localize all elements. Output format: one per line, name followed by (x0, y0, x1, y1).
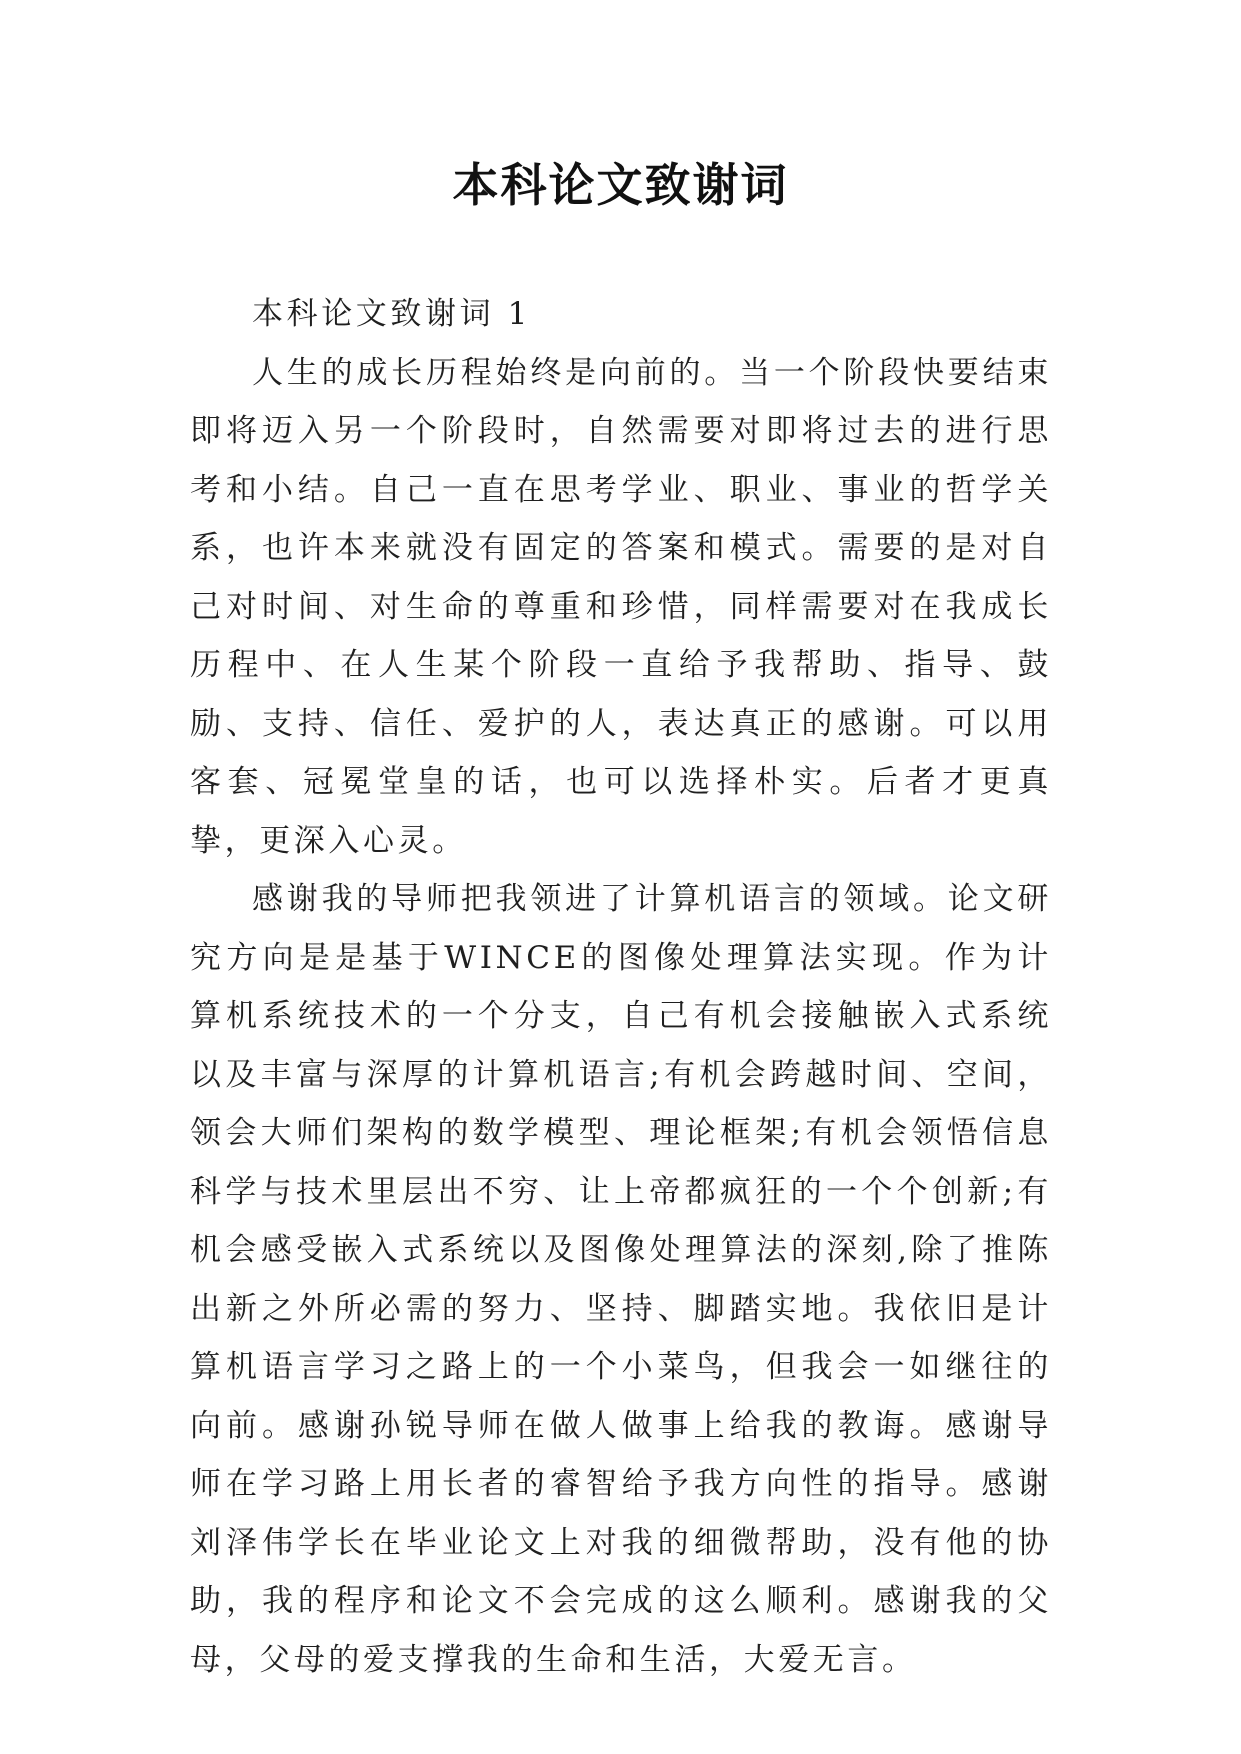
section-heading: 本科论文致谢词 1 (252, 296, 531, 332)
document-body (190, 285, 1052, 1689)
paragraph-intro: 人生的成长历程始终是向前的。当一个阶段快要结束即将迈入另一个阶段时，自然需要对即将过去的进行思考和小结。自己一直在思考学业、职业、事业的哲学关系，也许本来就没有固定的答案和模式。需要的是对自己对时间、对生命的尊重和珍惜，同样需要对在我成长历程中、在人生某个阶段一直给予我帮助、指导、鼓励、支持、信任、爱护的人，表达真正的感谢。可以用客套、冠冕堂皇的话，也可以选择朴实。后者才更真挚，更深入心灵。 (190, 354, 1052, 859)
paragraph-thanks: 感谢我的导师把我领进了计算机语言的领域。论文研究方向是是基于WINCE的图像处理算法实现。作为计算机系统技术的一个分支，自己有机会接触嵌入式系统以及丰富与深厚的计算机语言;有机会跨越时间、空间，领会大师们架构的数学模型、理论框架;有机会领悟信息科学与技术里层出不穷、让上帝都疯狂的一个个创新;有机会感受嵌入式系统以及图像处理算法的深刻,除了推陈出新之外所必需的努力、坚持、脚踏实地。我依旧是计算机语言学习之路上的一个小菜鸟，但我会一如继往的向前。感谢孙锐导师在做人做事上给我的教诲。感谢导师在学习路上用长者的睿智给予我方向性的指导。感谢刘泽伟学长在毕业论文上对我的细微帮助，没有他的协助，我的程序和论文不会完成的这么顺利。感谢我的父母，父母的爱支撑我的生命和生活，大爱无言。 (190, 881, 1052, 1678)
document-title: 本科论文致谢词 (452, 158, 789, 212)
